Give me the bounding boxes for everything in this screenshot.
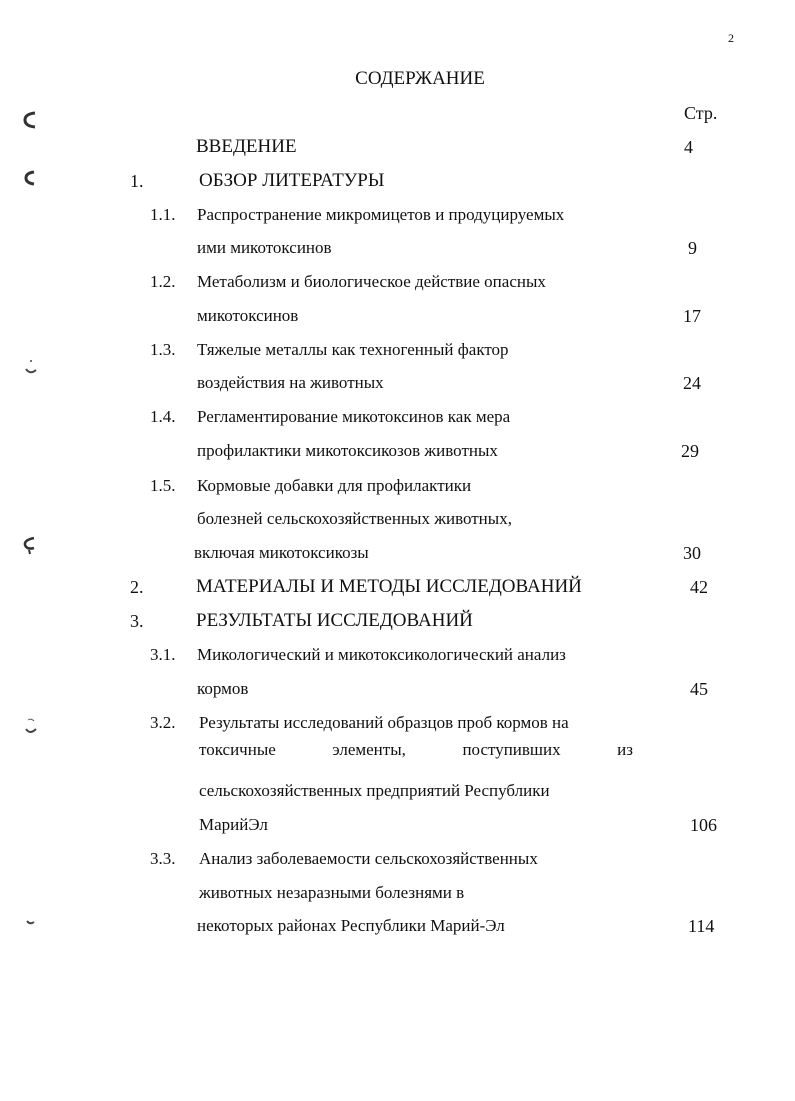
page-number: 2 — [728, 31, 734, 45]
toc-entry-page: 114 — [688, 916, 715, 936]
toc-entry-line: некоторых районах Республики Марий-Эл — [197, 916, 505, 935]
toc-entry-line: Кормовые добавки для профилактики — [197, 476, 472, 495]
page-column-label: Стр. — [684, 103, 718, 123]
toc-entry-line: воздействия на животных — [197, 373, 384, 392]
binder-hole-mark — [20, 532, 40, 556]
toc-subsection-number: 3.1. — [150, 645, 176, 664]
toc-entry-line: МарийЭл — [199, 815, 268, 834]
toc-entry-word: элементы, — [332, 740, 406, 759]
toc-intro-title: ВВЕДЕНИЕ — [196, 136, 297, 157]
toc-entry-justified-line — [199, 740, 633, 760]
toc-entry-page: 29 — [681, 441, 699, 461]
toc-entry-line: Микологический и микотоксикологический анализ — [197, 645, 566, 664]
toc-section-title: МАТЕРИАЛЫ И МЕТОДЫ ИССЛЕДОВАНИЙ — [196, 576, 582, 597]
binder-hole-mark — [20, 166, 40, 190]
binder-hole-mark — [20, 355, 40, 379]
toc-entry-page: 45 — [690, 679, 708, 699]
binder-hole-mark — [20, 912, 40, 936]
toc-section-title: РЕЗУЛЬТАТЫ ИССЛЕДОВАНИЙ — [196, 610, 473, 631]
toc-section-page: 42 — [690, 577, 708, 597]
toc-entry-page: 106 — [690, 815, 717, 835]
toc-entry-page: 17 — [683, 306, 701, 326]
toc-subsection-number: 1.4. — [150, 407, 176, 426]
toc-entry-line: кормов — [197, 679, 249, 698]
toc-entry-line: Результаты исследований образцов проб кормов на — [199, 713, 569, 732]
binder-hole-mark — [20, 108, 40, 132]
toc-section-title: ОБЗОР ЛИТЕРАТУРЫ — [199, 170, 385, 191]
toc-entry-page: 30 — [683, 543, 701, 563]
toc-entry-page: 9 — [688, 238, 697, 258]
toc-subsection-number: 1.5. — [150, 476, 176, 495]
toc-section-number: 1. — [130, 171, 144, 191]
toc-entry-line: Регламентирование микотоксинов как мера — [197, 407, 511, 426]
page-title: СОДЕРЖАНИЕ — [355, 68, 485, 89]
toc-entry-line: сельскохозяйственных предприятий Республики — [199, 781, 550, 800]
toc-subsection-number: 1.2. — [150, 272, 176, 291]
toc-section-number: 2. — [130, 577, 144, 597]
binder-hole-mark — [20, 715, 40, 739]
toc-entry-line: микотоксинов — [197, 306, 299, 325]
toc-entry-line: Тяжелые металлы как техногенный фактор — [197, 340, 509, 359]
toc-entry-line: болезней сельскохозяйственных животных, — [197, 509, 512, 528]
toc-subsection-number: 1.3. — [150, 340, 176, 359]
toc-entry-line: профилактики микотоксикозов животных — [197, 441, 498, 460]
toc-entry-line: Распространение микромицетов и продуцируемых — [197, 205, 565, 224]
toc-intro-page: 4 — [684, 137, 693, 157]
toc-entry-page: 24 — [683, 373, 701, 393]
toc-entry-line: животных незаразными болезнями в — [199, 883, 465, 902]
toc-entry-line: ими микотоксинов — [197, 238, 332, 257]
toc-entry-word: поступивших — [462, 740, 561, 759]
toc-entry-word: из — [617, 740, 633, 759]
toc-section-number: 3. — [130, 611, 144, 631]
toc-entry-line: Метаболизм и биологическое действие опасных — [197, 272, 546, 291]
toc-entry-word: токсичные — [199, 740, 276, 759]
toc-entry-line: включая микотоксикозы — [194, 543, 369, 562]
toc-subsection-number: 1.1. — [150, 205, 176, 224]
toc-subsection-number: 3.2. — [150, 713, 176, 732]
toc-entry-line: Анализ заболеваемости сельскохозяйственных — [199, 849, 538, 868]
toc-subsection-number: 3.3. — [150, 849, 176, 868]
